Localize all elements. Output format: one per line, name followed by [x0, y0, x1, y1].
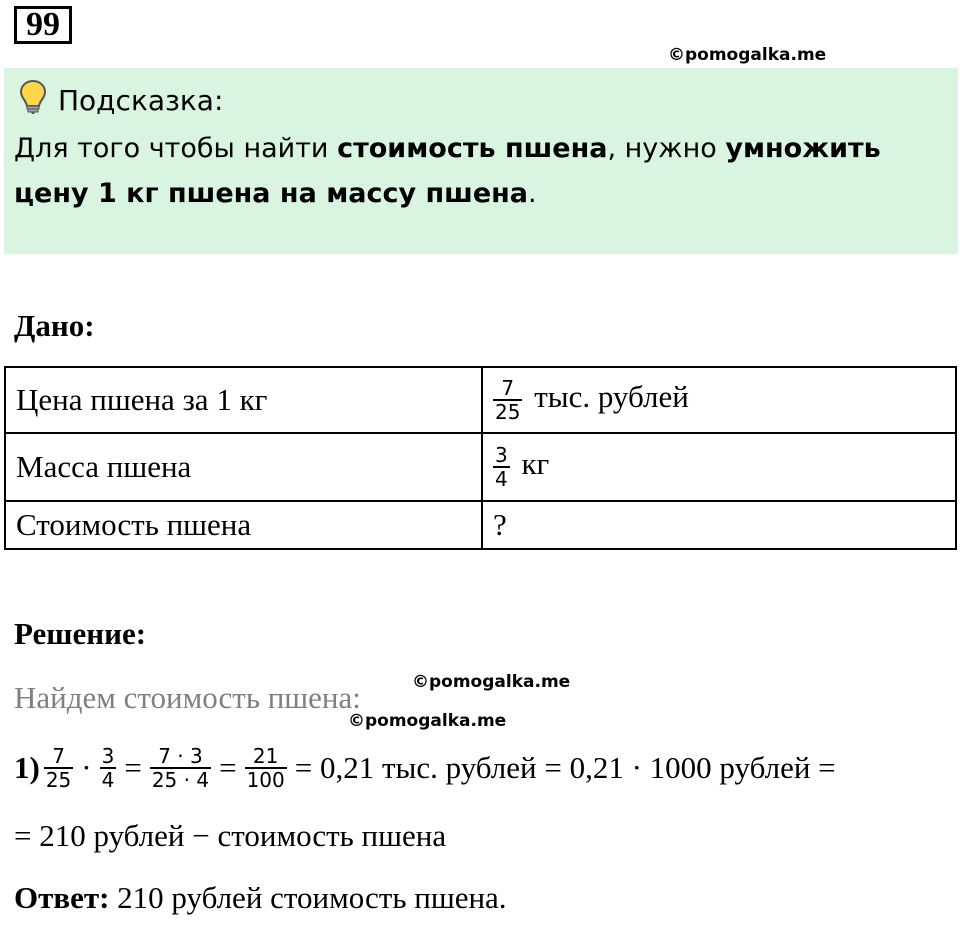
hint-text-part-2: , нужно [607, 133, 726, 164]
answer-label: Ответ: [14, 880, 110, 915]
given-table [4, 366, 957, 550]
given-label: Стоимость пшена [5, 501, 482, 549]
equation-tail: = 0,21 тыс. рублей = 0,21 · 1000 рублей = [294, 750, 836, 785]
answer-line [14, 880, 507, 916]
fraction [44, 745, 73, 791]
fraction [245, 745, 287, 791]
table-row [5, 433, 956, 501]
solution-step-1-continued: = 210 рублей − стоимость пшена [14, 818, 447, 853]
fraction-denominator: 100 [246, 768, 285, 792]
operator: = [124, 750, 142, 785]
lightbulb-icon [18, 79, 48, 122]
fraction-numerator: 21 [252, 744, 279, 768]
hint-title [18, 80, 223, 120]
answer-text: 210 рублей стоимость пшена. [109, 880, 507, 915]
fraction-numerator: 7 [501, 376, 515, 400]
task-number: 99 [14, 6, 72, 44]
solution-step-1 [14, 738, 840, 798]
watermark-middle: ©pomogalka.me [412, 672, 571, 692]
solution-title: Решение: [14, 616, 147, 651]
given-label: Масса пшена [5, 433, 482, 501]
hint-bold-2: умножить цену 1 кг пшена на массу пшена [14, 133, 881, 209]
fraction [493, 444, 510, 490]
table-row [5, 501, 956, 549]
given-unit: тыс. рублей [534, 379, 689, 415]
fraction-denominator: 25 · 4 [151, 768, 210, 792]
hint-text-part-3: . [528, 178, 537, 209]
fraction-denominator: 25 [495, 400, 521, 424]
fraction-denominator: 25 [45, 768, 72, 792]
given-value: ? [482, 501, 956, 549]
given-unit: кг [521, 446, 550, 482]
fraction [150, 745, 211, 791]
hint-bold-1: стоимость пшена [337, 133, 608, 164]
fraction [100, 745, 117, 791]
solution-intro: Найдем стоимость пшена: [14, 680, 361, 715]
operator: · [81, 750, 92, 785]
given-value [482, 367, 956, 433]
table-row [5, 367, 956, 433]
hint-text-part-1: Для того чтобы найти [14, 133, 338, 164]
given-title: Дано: [14, 308, 95, 343]
hint-title-text: Подсказка: [58, 83, 224, 117]
fraction [493, 377, 522, 423]
fraction-denominator: 4 [495, 467, 508, 491]
watermark-top: ©pomogalka.me [668, 45, 827, 65]
watermark-middle-2: ©pomogalka.me [348, 711, 507, 731]
fraction-numerator: 7 [52, 744, 65, 768]
fraction-numerator: 7 · 3 [158, 744, 203, 768]
given-label: Цена пшена за 1 кг [5, 367, 482, 433]
fraction-numerator: 3 [495, 443, 508, 467]
operator: = [219, 750, 237, 785]
hint-text [14, 126, 944, 216]
fraction-numerator: 3 [101, 744, 115, 768]
given-value [482, 433, 956, 501]
step-label: 1) [14, 750, 40, 785]
fraction-denominator: 4 [101, 768, 115, 792]
